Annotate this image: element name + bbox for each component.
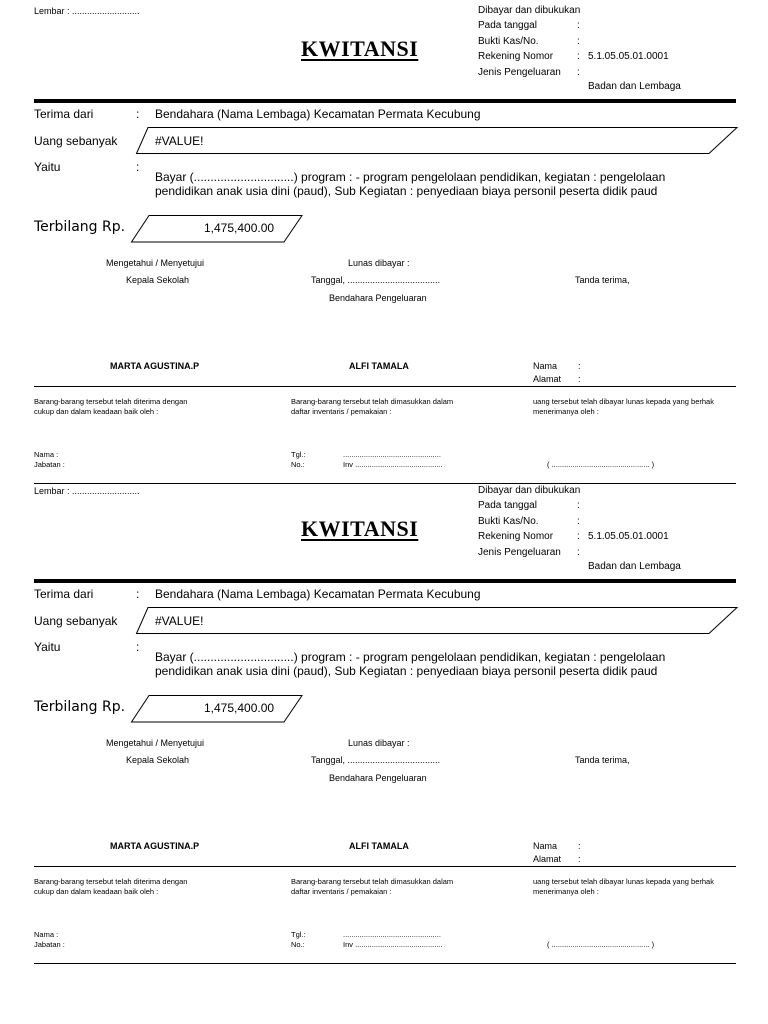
bendahara-text: Bendahara Pengeluaran [329, 773, 427, 783]
jenis-value: Badan dan Lembaga [588, 81, 681, 92]
yaitu-label: Yaitu [34, 160, 61, 174]
signer-bendahara-name: ALFI TAMALA [349, 361, 409, 371]
lunas-text: Lunas dibayar : [348, 258, 410, 268]
colon: : [136, 160, 140, 174]
info-label: Bukti Kas/No. [478, 516, 539, 527]
info-sep: : [577, 51, 580, 62]
alamat-label: Alamat [533, 374, 562, 384]
colon: : [578, 841, 581, 851]
terbilang-value: 1,475,400.00 [204, 701, 275, 715]
footer-tgl-label: Tgl.: [291, 930, 306, 939]
colon: : [578, 374, 581, 384]
footer-received-note: Barang-barang tersebut telah diterima dengan cukup dan dalam keadaan baik oleh : [34, 397, 188, 416]
lunas-text: Lunas dibayar : [348, 738, 410, 748]
footer-nama: Nama : [34, 930, 59, 939]
terbilang-label: Terbilang Rp. [34, 219, 126, 235]
footer-tgl-dots: ............................................... [343, 930, 441, 939]
info-label: Jenis Pengeluaran [478, 67, 561, 78]
lembar-field: Lembar : ........................... [34, 486, 140, 496]
terima-value: Bendahara (Nama Lembaga) Kecamatan Permata Kecubung [155, 587, 481, 601]
info-sep: : [577, 20, 580, 31]
colon: : [578, 854, 581, 864]
footer-received-note: Barang-barang tersebut telah diterima dengan cukup dan dalam keadaan baik oleh : [34, 877, 188, 896]
colon: : [136, 640, 140, 654]
terima-value: Bendahara (Nama Lembaga) Kecamatan Permata Kecubung [155, 107, 481, 121]
uang-label: Uang sebanyak [34, 614, 118, 628]
bendahara-text: Bendahara Pengeluaran [329, 293, 427, 303]
receipt-separator [34, 963, 736, 964]
footer-jabatan: Jabatan : [34, 460, 65, 469]
yaitu-value: Bayar (..............................) program : - program pengelolaan pendidikan, kegiatan : pengelolaan pendidikan anak usia dini (paud), Sub Kegiatan : penyediaan biaya personil peserta didik paud [155, 170, 666, 198]
terbilang-value: 1,475,400.00 [204, 221, 275, 235]
footer-inventory-note: Barang-barang tersebut telah dimasukkan dalam daftar inventaris / pemakaian : [291, 877, 454, 896]
info-sep: : [577, 36, 580, 47]
signer-kepala-name: MARTA AGUSTINA.P [110, 361, 200, 371]
lembar-field: Lembar : ........................... [34, 6, 140, 16]
colon: : [578, 361, 581, 371]
uang-value: #VALUE! [155, 614, 204, 628]
footer-inventory-note: Barang-barang tersebut telah dimasukkan dalam daftar inventaris / pemakaian : [291, 397, 454, 416]
tanda-terima-text: Tanda terima, [575, 275, 630, 285]
colon: : [136, 107, 140, 121]
uang-label: Uang sebanyak [34, 134, 118, 148]
info-label: Bukti Kas/No. [478, 36, 539, 47]
footer-nama: Nama : [34, 450, 59, 459]
yaitu-value: Bayar (..............................) program : - program pengelolaan pendidikan, kegiatan : pengelolaan pendidikan anak usia dini (paud), Sub Kegiatan : penyediaan biaya personil peserta didik paud [155, 650, 666, 678]
footer-paid-note: uang tersebut telah dibayar lunas kepada yang berhak menerimanya oleh : [533, 397, 714, 416]
info-label: Rekening Nomor [478, 531, 554, 542]
footer-no-label: No.: [291, 460, 305, 469]
terbilang-label: Terbilang Rp. [34, 699, 126, 715]
terima-label: Terima dari [34, 107, 94, 121]
uang-frame [136, 127, 738, 155]
footer-divider [34, 386, 736, 387]
rekening-value: 5.1.05.05.01.0001 [588, 531, 669, 542]
receipt-title: KWITANSI [301, 36, 419, 61]
info-label: Pada tanggal [478, 500, 537, 511]
info-sep: : [577, 67, 580, 78]
yaitu-label: Yaitu [34, 640, 61, 654]
footer-signature-blank: ( ............................................... ) [547, 460, 655, 469]
footer-jabatan: Jabatan : [34, 940, 65, 949]
kepala-sekolah-text: Kepala Sekolah [126, 755, 190, 765]
footer-inv: Inv .......................................... [343, 940, 443, 949]
footer-no-label: No.: [291, 940, 305, 949]
tanggal-text: Tanggal, ..................................... [311, 275, 441, 285]
signer-bendahara-name: ALFI TAMALA [349, 841, 409, 851]
mengetahui-text: Mengetahui / Menyetujui [106, 738, 205, 748]
signer-kepala-name: MARTA AGUSTINA.P [110, 841, 200, 851]
footer-paid-note: uang tersebut telah dibayar lunas kepada yang berhak menerimanya oleh : [533, 877, 714, 896]
info-label: Pada tanggal [478, 20, 537, 31]
footer-inv: Inv .......................................... [343, 460, 443, 469]
colon: : [136, 587, 140, 601]
jenis-value: Badan dan Lembaga [588, 561, 681, 572]
tanda-terima-text: Tanda terima, [575, 755, 630, 765]
terima-label: Terima dari [34, 587, 94, 601]
uang-value: #VALUE! [155, 134, 204, 148]
info-label: Rekening Nomor [478, 51, 554, 62]
mengetahui-text: Mengetahui / Menyetujui [106, 258, 205, 268]
nama-label: Nama [533, 841, 558, 851]
kepala-sekolah-text: Kepala Sekolah [126, 275, 190, 285]
info-label: Dibayar dan dibukukan [478, 5, 581, 16]
info-sep: : [577, 516, 580, 527]
info-label: Jenis Pengeluaran [478, 547, 561, 558]
header-divider [34, 579, 736, 583]
nama-label: Nama [533, 361, 558, 371]
footer-signature-blank: ( ............................................... ) [547, 940, 655, 949]
alamat-label: Alamat [533, 854, 562, 864]
header-divider [34, 99, 736, 103]
footer-divider [34, 866, 736, 867]
receipt-bottom [0, 480, 768, 959]
info-sep: : [577, 531, 580, 542]
uang-frame [136, 607, 738, 635]
info-sep: : [577, 500, 580, 511]
receipt-top [0, 0, 768, 479]
footer-tgl-dots: ............................................... [343, 450, 441, 459]
info-sep: : [577, 547, 580, 558]
info-label: Dibayar dan dibukukan [478, 485, 581, 496]
rekening-value: 5.1.05.05.01.0001 [588, 51, 669, 62]
receipt-title: KWITANSI [301, 516, 419, 541]
footer-tgl-label: Tgl.: [291, 450, 306, 459]
tanggal-text: Tanggal, ..................................... [311, 755, 441, 765]
